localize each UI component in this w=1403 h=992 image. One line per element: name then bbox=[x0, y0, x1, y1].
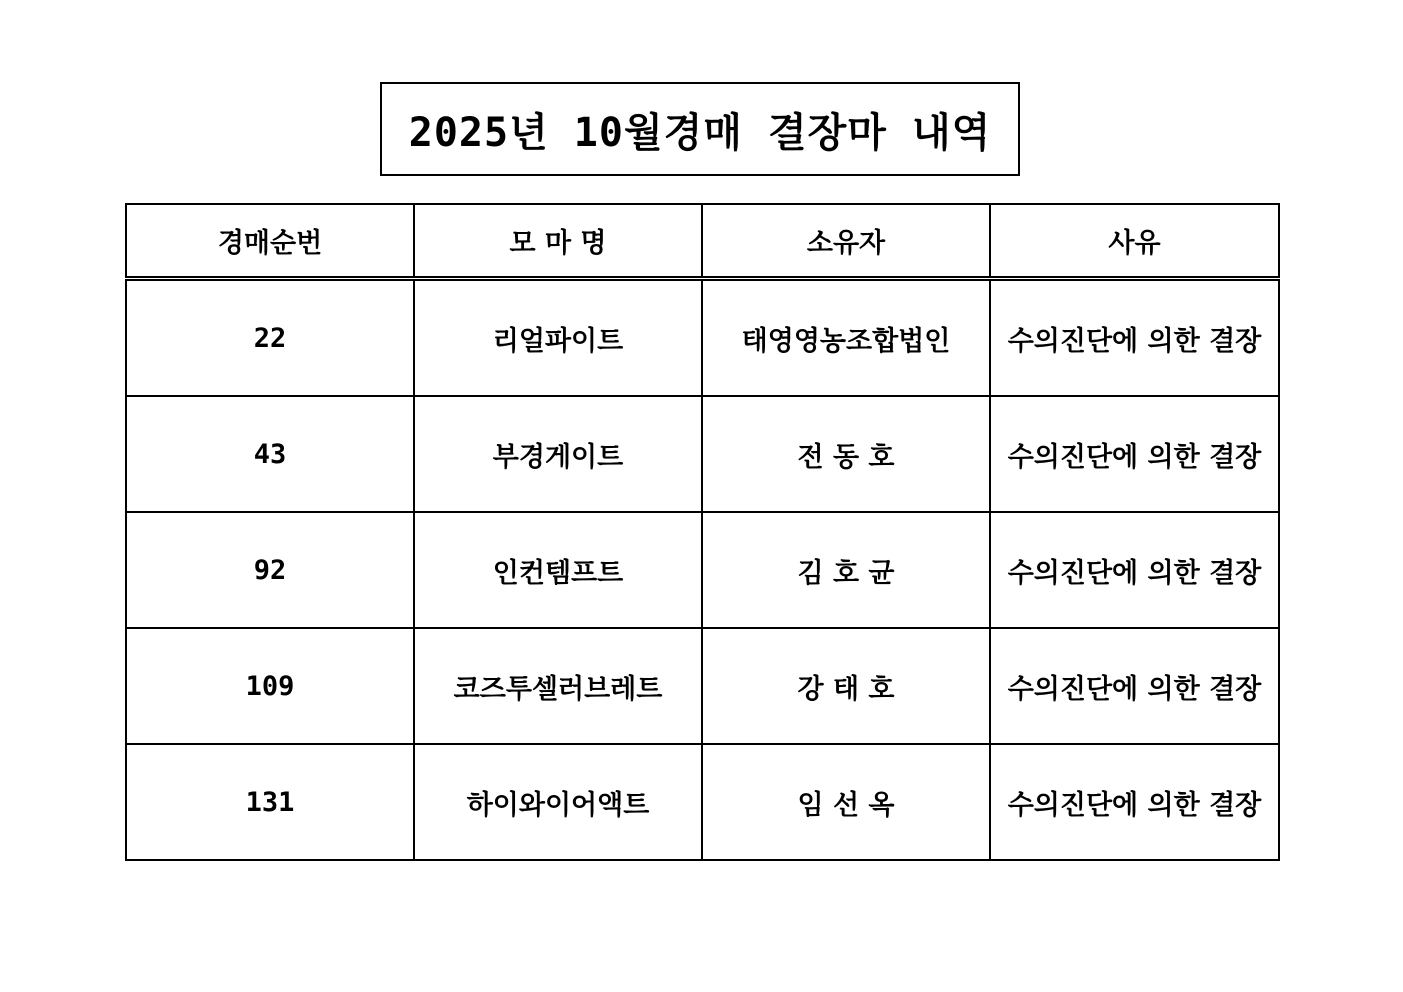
table-row bbox=[126, 279, 1279, 397]
table-row bbox=[126, 628, 1279, 744]
table-row bbox=[126, 744, 1279, 860]
cell-owner: 강 태 호 bbox=[702, 628, 990, 744]
cell-owner: 전 동 호 bbox=[702, 396, 990, 512]
header-auction-number: 경매순번 bbox=[126, 204, 414, 279]
cell-reason: 수의진단에 의한 결장 bbox=[990, 628, 1279, 744]
table-header-row bbox=[126, 204, 1279, 279]
table-row bbox=[126, 396, 1279, 512]
cell-horse-name: 부경게이트 bbox=[414, 396, 702, 512]
document-title: 2025년 10월경매 결장마 내역 bbox=[408, 109, 992, 156]
cell-owner: 임 선 옥 bbox=[702, 744, 990, 860]
cell-horse-name: 하이와이어액트 bbox=[414, 744, 702, 860]
header-reason: 사유 bbox=[990, 204, 1279, 279]
cell-horse-name: 인컨템프트 bbox=[414, 512, 702, 628]
cell-auction-number: 92 bbox=[126, 512, 414, 628]
cell-owner: 김 호 균 bbox=[702, 512, 990, 628]
cell-auction-number: 109 bbox=[126, 628, 414, 744]
cell-auction-number: 131 bbox=[126, 744, 414, 860]
header-horse-name: 모 마 명 bbox=[414, 204, 702, 279]
withdrawal-table bbox=[125, 203, 1280, 861]
cell-horse-name: 코즈투셀러브레트 bbox=[414, 628, 702, 744]
cell-reason: 수의진단에 의한 결장 bbox=[990, 396, 1279, 512]
document-title-box bbox=[380, 82, 1020, 176]
cell-reason: 수의진단에 의한 결장 bbox=[990, 744, 1279, 860]
table-row bbox=[126, 512, 1279, 628]
cell-horse-name: 리얼파이트 bbox=[414, 279, 702, 397]
cell-owner: 태영영농조합법인 bbox=[702, 279, 990, 397]
cell-auction-number: 22 bbox=[126, 279, 414, 397]
cell-reason: 수의진단에 의한 결장 bbox=[990, 512, 1279, 628]
cell-auction-number: 43 bbox=[126, 396, 414, 512]
cell-reason: 수의진단에 의한 결장 bbox=[990, 279, 1279, 397]
header-owner: 소유자 bbox=[702, 204, 990, 279]
